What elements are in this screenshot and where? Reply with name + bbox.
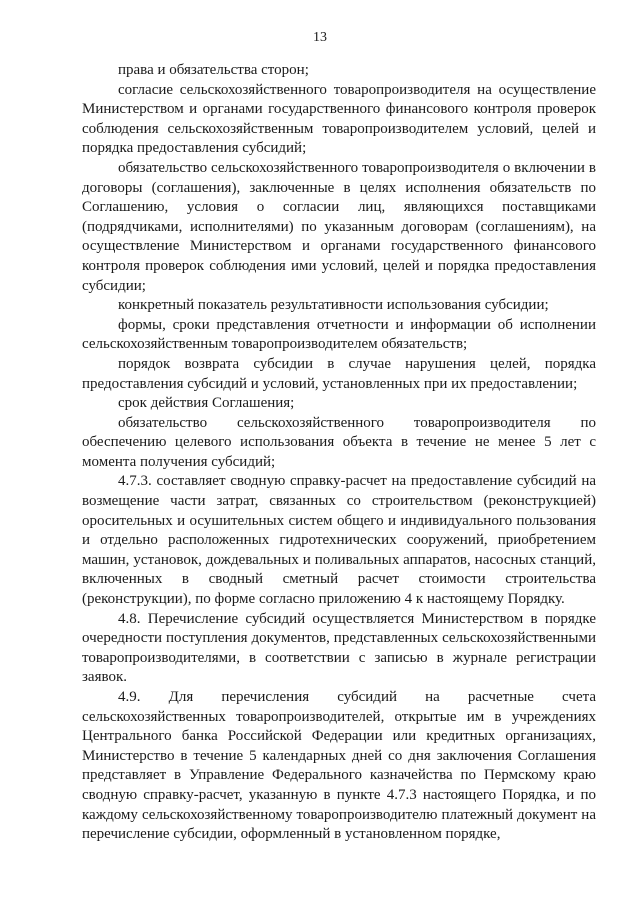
paragraph: права и обязательства сторон;	[118, 62, 309, 78]
paragraph: порядок возврата субсидии в случае нарушения целей, порядка предоставления субсидий и условий, установленных при их предоставлении;	[82, 355, 596, 392]
paragraph: конкретный показатель результативности использования субсидии;	[118, 297, 549, 314]
paragraph: обязательство сельскохозяйственного товаропроизводителя по обеспечению целевого использования объекта в течение не менее 5 лет с момента получения субсидий;	[82, 414, 596, 470]
paragraph: формы, сроки представления отчетности и информации об исполнении сельскохозяйственным товаропроизводителем обязательств;	[82, 316, 596, 353]
paragraph: срок действия Соглашения;	[118, 395, 295, 412]
paragraph: обязательство сельскохозяйственного товаропроизводителя о включении в договоры (соглашения), заключенные в целях исполнения обязательств по Соглашению, условия о согласии лиц, являющихся поставщиками (подрядчиками, исполнителями) по указанным договорам (соглашениям), на осуществление Министерством и органами государственного финансового контроля проверок соблюдения ими условий, целей и порядка предоставления субсидии;	[82, 159, 596, 294]
paragraph: 4.8. Перечисление субсидий осуществляется Министерством в порядке очередности поступления документов, представленных сельскохозяйственными товаропроизводителями, в соответствии с записью в журнале регистрации заявок.	[82, 610, 596, 686]
paragraph: 4.9. Для перечисления субсидий на расчетные счета сельскохозяйственных товаропроизводителей, открытые им в учреждениях Центрального банка Российской Федерации или кредитных организациях, Министерство в течение 5 календарных дней со дня заключения Соглашения представляет в Управление Федерального казначейства по Пермскому краю сводную справку-расчет, указанную в пункте 4.7.3 настоящего Порядка, и по каждому сельскохозяйственному товаропроизводителю платежный документ на перечисление субсидии, оформленный в установленном порядке,	[82, 689, 596, 843]
document-body	[82, 61, 596, 845]
paragraph: 4.7.3. составляет сводную справку-расчет на предоставление субсидий на возмещение части затрат, связанных со строительством (реконструкцией) оросительных и осушительных систем общего и индивидуального пользования и отдельно расположенных гидротехнических сооружений, приобретением машин, установок, дождевальных и поливальных аппаратов, насосных станций, включенных в сводный сметный расчет стоимости строительства (реконструкции), по форме согласно приложению 4 к настоящему Порядку.	[82, 473, 596, 608]
page-number: 13	[313, 30, 327, 45]
paragraph: согласие сельскохозяйственного товаропроизводителя на осуществление Министерством и органами государственного финансового контроля проверок соблюдения сельскохозяйственным товаропроизводителем условий, целей и порядка предоставления субсидий;	[82, 81, 596, 157]
